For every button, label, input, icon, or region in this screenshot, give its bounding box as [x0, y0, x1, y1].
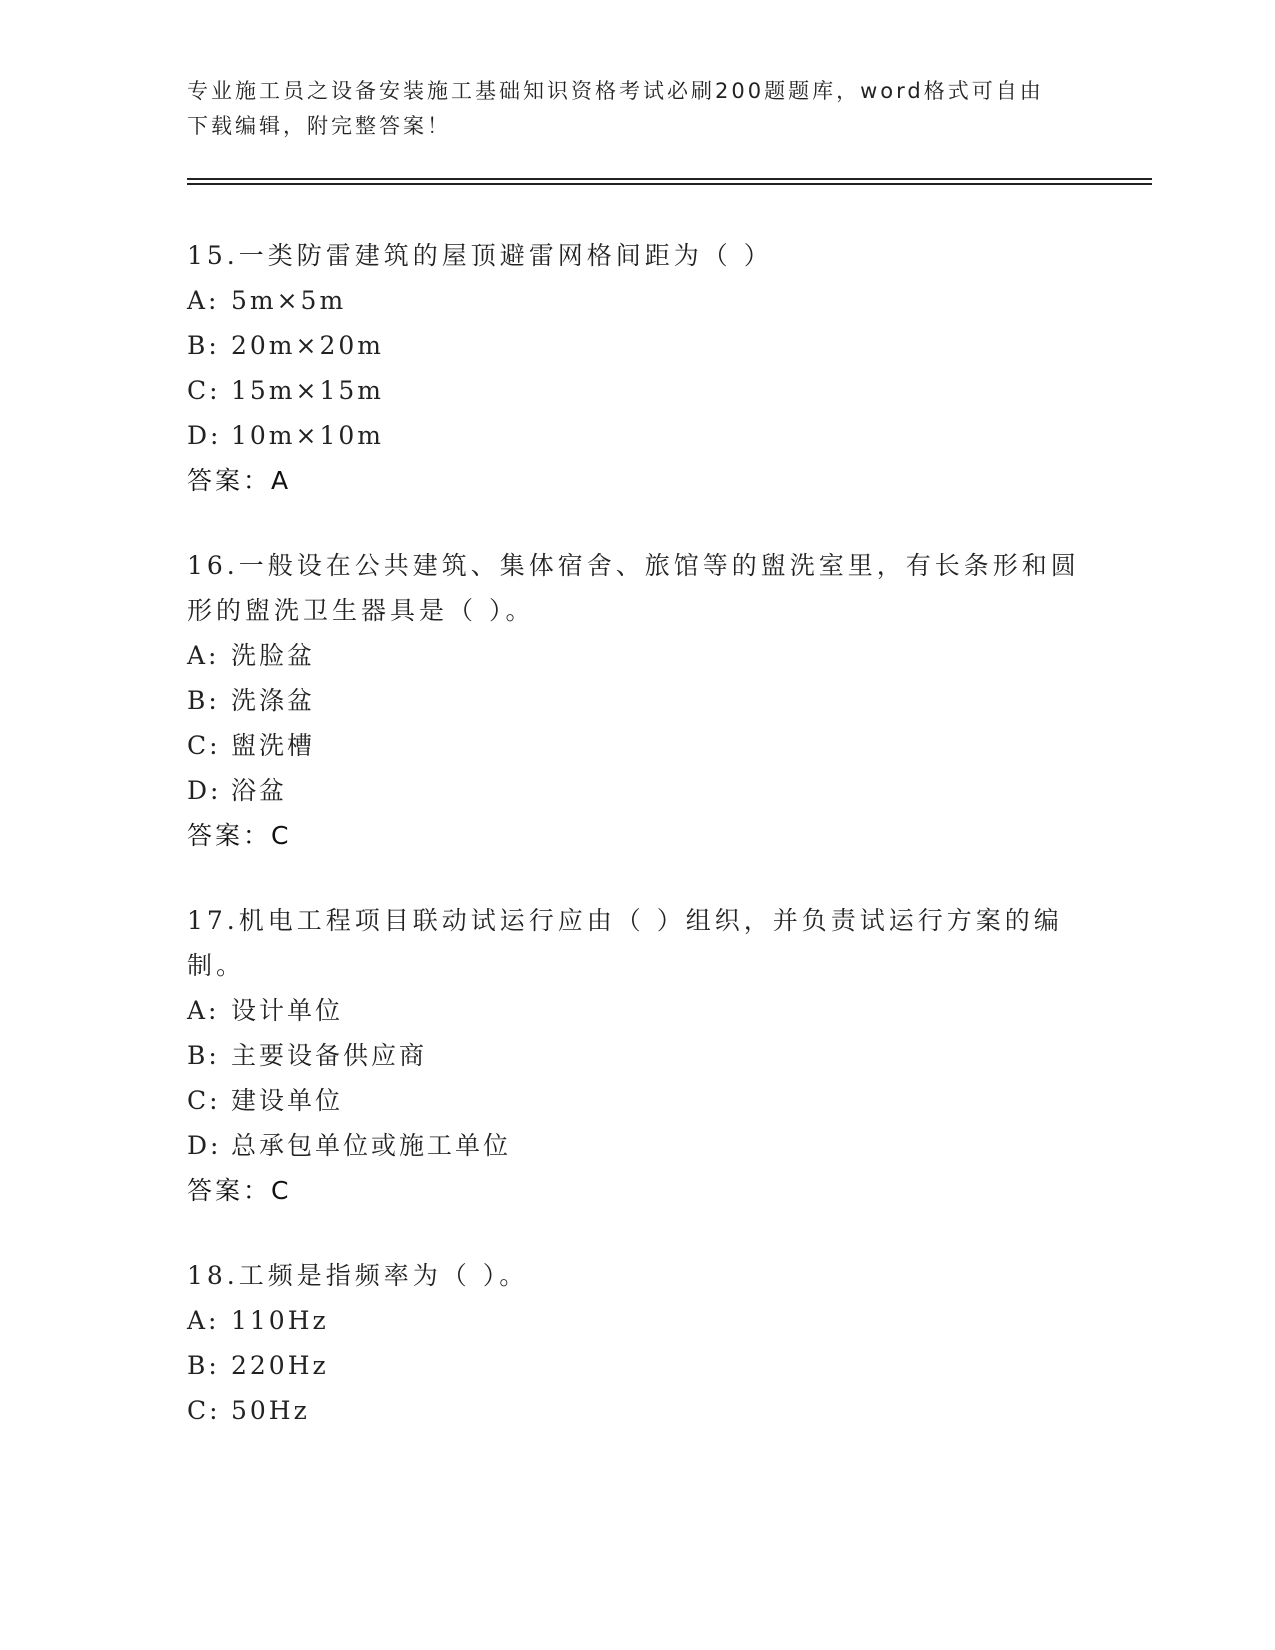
option-letter: C:	[187, 376, 221, 405]
question-stem-continued: 形的盥洗卫生器具是（ ）。	[187, 596, 535, 625]
option-text: 盥洗槽	[231, 731, 316, 760]
question-16	[187, 543, 1087, 858]
option-text: 15m×15m	[231, 376, 384, 405]
option-a	[187, 988, 1087, 1033]
option-text: 5m×5m	[231, 286, 347, 315]
option-letter: B:	[187, 686, 220, 715]
option-c	[187, 368, 1087, 413]
option-d	[187, 768, 1087, 813]
option-text: 220Hz	[231, 1351, 329, 1380]
option-text: 洗涤盆	[231, 686, 316, 715]
option-a	[187, 633, 1087, 678]
option-b	[187, 678, 1087, 723]
option-letter: A:	[187, 996, 220, 1025]
header-divider-bottom	[187, 183, 1152, 185]
option-text: 主要设备供应商	[231, 1041, 428, 1070]
document-header	[187, 74, 1067, 144]
option-text: 50Hz	[231, 1396, 310, 1425]
question-17	[187, 898, 1087, 1213]
header-line-2: 下载编辑，附完整答案！	[187, 114, 451, 138]
option-letter: D:	[187, 1131, 222, 1160]
option-b	[187, 1033, 1087, 1078]
option-text: 10m×10m	[231, 421, 384, 450]
question-stem: 17.机电工程项目联动试运行应由（ ）组织，并负责试运行方案的编	[187, 906, 1063, 935]
option-letter: C:	[187, 1396, 221, 1425]
question-list	[187, 233, 1087, 1473]
option-d	[187, 1123, 1087, 1168]
option-text: 20m×20m	[231, 331, 384, 360]
option-c	[187, 1388, 1087, 1433]
header-line-1: 专业施工员之设备安装施工基础知识资格考试必刷200题题库，word格式可自由	[187, 79, 1044, 103]
option-letter: A:	[187, 1306, 220, 1335]
option-a	[187, 278, 1087, 323]
option-b	[187, 1343, 1087, 1388]
answer-line: 答案：C	[187, 1176, 292, 1205]
question-stem: 18.工频是指频率为（ ）。	[187, 1261, 529, 1290]
question-15	[187, 233, 1087, 503]
option-letter: B:	[187, 1351, 220, 1380]
option-letter: B:	[187, 331, 220, 360]
option-text: 建设单位	[231, 1086, 344, 1115]
option-a	[187, 1298, 1087, 1343]
option-d	[187, 413, 1087, 458]
option-letter: B:	[187, 1041, 220, 1070]
header-divider-top	[187, 178, 1152, 180]
option-text: 设计单位	[231, 996, 344, 1025]
option-letter: D:	[187, 421, 222, 450]
question-stem: 15.一类防雷建筑的屋顶避雷网格间距为（ ）	[187, 241, 773, 270]
answer-line: 答案：C	[187, 821, 292, 850]
option-text: 总承包单位或施工单位	[231, 1131, 512, 1160]
option-c	[187, 1078, 1087, 1123]
option-text: 浴盆	[231, 776, 288, 805]
option-letter: C:	[187, 1086, 221, 1115]
option-letter: A:	[187, 286, 220, 315]
option-c	[187, 723, 1087, 768]
option-letter: D:	[187, 776, 222, 805]
option-letter: C:	[187, 731, 221, 760]
question-stem-continued: 制。	[187, 951, 246, 980]
option-text: 110Hz	[231, 1306, 329, 1335]
option-text: 洗脸盆	[231, 641, 316, 670]
answer-line: 答案：A	[187, 466, 292, 495]
option-letter: A:	[187, 641, 220, 670]
question-stem: 16.一般设在公共建筑、集体宿舍、旅馆等的盥洗室里，有长条形和圆	[187, 551, 1080, 580]
question-18	[187, 1253, 1087, 1433]
option-b	[187, 323, 1087, 368]
